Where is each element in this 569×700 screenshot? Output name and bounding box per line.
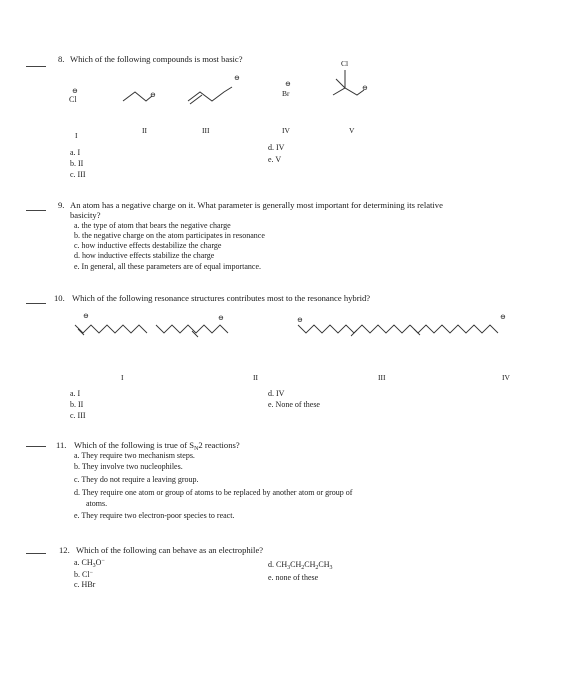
resonance-iii-charge: ⊖ — [297, 316, 303, 324]
question-12-number: 12. — [59, 545, 70, 555]
resonance-ii-bonds — [156, 325, 228, 333]
numeral-v: V — [349, 126, 355, 135]
q8-option-d[interactable]: d. IV — [268, 143, 285, 152]
q9-option-d[interactable]: d. how inductive effects stabilize the charge — [74, 251, 215, 260]
question-11-number: 11. — [56, 440, 67, 450]
q11-option-a[interactable]: a. They require two mechanism steps. — [74, 451, 195, 460]
q11-option-d[interactable]: d. They require one atom or group of atoms to be replaced by another atom or group of — [74, 488, 353, 497]
resonance-i-bonds — [75, 325, 147, 333]
q12-option-e[interactable]: e. none of these — [268, 573, 319, 582]
q10-numeral-i: I — [121, 373, 124, 382]
q9-option-c[interactable]: c. how inductive effects destabilize the charge — [74, 241, 222, 250]
question-9-number: 9. — [58, 200, 65, 210]
q10-option-b[interactable]: b. II — [70, 400, 84, 409]
resonance-iii-bonds — [298, 325, 410, 333]
q10-numeral-iii: III — [378, 373, 386, 382]
structure-i-label: Cl — [69, 95, 77, 104]
resonance-ii-charge: ⊖ — [218, 314, 224, 322]
resonance-i-double — [78, 329, 84, 335]
question-8-number: 8. — [58, 54, 65, 64]
q8-option-b[interactable]: b. II — [70, 159, 84, 168]
q10-option-e[interactable]: e. None of these — [268, 400, 320, 409]
q10-numeral-iv: IV — [502, 373, 510, 382]
question-11-text: Which of the following is true of $S_N2$ reactions? — [74, 440, 240, 452]
resonance-iv-charge: ⊖ — [500, 313, 506, 321]
q12-option-d[interactable]: d. $CH_3CH_2CH_2CH_3$ — [268, 560, 333, 571]
q11-option-e[interactable]: e. They require two electron-poor species to react. — [74, 511, 235, 520]
q8-option-e[interactable]: e. V — [268, 155, 282, 164]
question-12-text: Which of the following can behave as an electrophile? — [76, 545, 264, 555]
numeral-iv: IV — [282, 126, 290, 135]
numeral-i: I — [75, 131, 78, 140]
numeral-ii: II — [142, 126, 147, 135]
question-9-text-line2: basicity? — [70, 210, 101, 220]
q9-option-a[interactable]: a. the type of atom that bears the negative charge — [74, 221, 231, 230]
structure-iii-charge: ⊖ — [234, 74, 240, 82]
structure-ii-charge: ⊖ — [150, 91, 156, 99]
q10-option-a[interactable]: a. I — [70, 389, 81, 398]
q10-option-c[interactable]: c. III — [70, 411, 86, 420]
structure-iv-label: Br — [282, 89, 290, 98]
q9-option-e[interactable]: e. In general, all these parameters are of equal importance. — [74, 262, 262, 271]
q12-option-c[interactable]: c. HBr — [74, 580, 96, 589]
q11-option-d-continued: atoms. — [86, 499, 108, 508]
question-9-text-line1: An atom has a negative charge on it. What parameter is generally most important for determining its relative — [70, 200, 443, 210]
question-8-text: Which of the following compounds is most basic? — [70, 54, 243, 64]
structure-v-charge: ⊖ — [362, 84, 368, 92]
q12-option-b[interactable]: b. Cl− — [74, 570, 93, 579]
numeral-iii: III — [202, 126, 210, 135]
q11-option-b[interactable]: b. They involve two nucleophiles. — [74, 462, 183, 471]
q8-option-a[interactable]: a. I — [70, 148, 81, 157]
resonance-iv-bonds — [410, 325, 498, 333]
q10-numeral-ii: II — [253, 373, 258, 382]
q9-option-b[interactable]: b. the negative charge on the atom participates in resonance — [74, 231, 265, 240]
q10-option-d[interactable]: d. IV — [268, 389, 285, 398]
structure-i-charge: ⊖ — [72, 87, 78, 95]
q11-option-c[interactable]: c. They do not require a leaving group. — [74, 475, 199, 484]
structure-v-cl-label: Cl — [341, 59, 349, 68]
question-10-number: 10. — [54, 293, 65, 303]
question-10-text: Which of the following resonance structures contributes most to the resonance hybrid? — [72, 293, 371, 303]
resonance-i-charge: ⊖ — [83, 312, 89, 320]
q8-option-c[interactable]: c. III — [70, 170, 86, 179]
q12-option-a[interactable]: a. $CH_3O^-$ — [74, 558, 105, 569]
structure-iv-charge: ⊖ — [285, 80, 291, 88]
